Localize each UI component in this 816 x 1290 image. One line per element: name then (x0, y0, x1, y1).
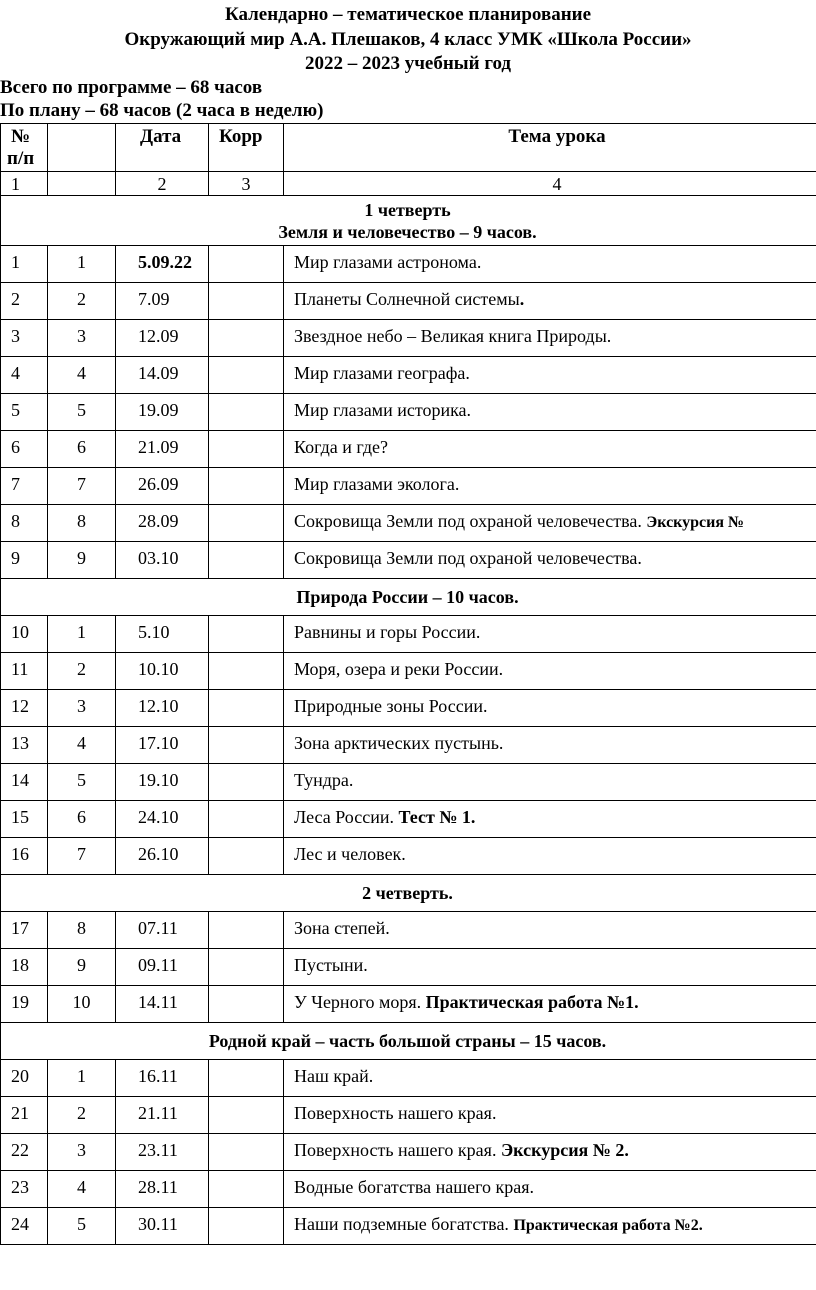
row-corr (209, 283, 284, 320)
section-row (1, 875, 816, 912)
row-topic (284, 468, 816, 505)
row-corr (209, 246, 284, 283)
row-topic (284, 542, 816, 579)
row-topic (284, 1097, 816, 1134)
row-topic (284, 320, 816, 357)
section-title: Земля и человечество – 9 часов. (278, 221, 537, 242)
row-topic (284, 431, 816, 468)
row-number: 7 (1, 468, 48, 505)
table-row (1, 690, 816, 727)
row-date: 21.11 (116, 1097, 209, 1134)
row-corr (209, 986, 284, 1023)
row-topic-text: Наш край. (294, 1066, 374, 1086)
row-corr (209, 727, 284, 764)
plan-hours: По плану – 68 часов (2 часа в неделю) (0, 100, 324, 121)
row-date: 5.09.22 (116, 246, 209, 283)
row-corr (209, 616, 284, 653)
row-number: 14 (1, 764, 48, 801)
row-topic (284, 838, 816, 875)
row-topic-text: Звездное небо – Великая книга Природы. (294, 326, 612, 346)
col-number-3: 3 (209, 172, 284, 196)
header-num (1, 124, 48, 172)
row-section-number: 3 (48, 1134, 116, 1171)
row-topic (284, 986, 816, 1023)
row-date: 26.10 (116, 838, 209, 875)
row-topic-text: Поверхность нашего края. (294, 1140, 501, 1160)
header-num-label: № (11, 126, 31, 147)
row-topic-text: Пустыни. (294, 955, 368, 975)
col-number-1: 1 (1, 172, 48, 196)
row-topic-bold: Экскурсия № (646, 514, 745, 531)
quarter-heading: 1 четверть (364, 199, 451, 220)
row-date: 12.09 (116, 320, 209, 357)
row-number: 24 (1, 1208, 48, 1245)
row-section-number: 2 (48, 283, 116, 320)
row-topic-text: У Черного моря. (294, 992, 426, 1012)
row-corr (209, 653, 284, 690)
section-heading (1, 196, 816, 246)
row-date: 09.11 (116, 949, 209, 986)
section-row (1, 1023, 816, 1060)
row-corr (209, 505, 284, 542)
table-row (1, 616, 816, 653)
row-section-number: 4 (48, 357, 116, 394)
row-number: 3 (1, 320, 48, 357)
table-row (1, 320, 816, 357)
row-topic (284, 616, 816, 653)
row-topic (284, 949, 816, 986)
table-row (1, 357, 816, 394)
table-row (1, 912, 816, 949)
row-corr (209, 949, 284, 986)
table-row (1, 801, 816, 838)
row-corr (209, 1097, 284, 1134)
row-number: 16 (1, 838, 48, 875)
row-topic (284, 394, 816, 431)
row-number: 11 (1, 653, 48, 690)
row-topic (284, 801, 816, 838)
row-number: 8 (1, 505, 48, 542)
row-topic-text: Сокровища Земли под охраной человечества. (294, 511, 647, 531)
row-section-number: 1 (48, 246, 116, 283)
col-number-4: 4 (284, 172, 816, 196)
row-topic (284, 1208, 816, 1245)
row-date: 10.10 (116, 653, 209, 690)
row-topic (284, 653, 816, 690)
table-row (1, 505, 816, 542)
row-number: 10 (1, 616, 48, 653)
row-corr (209, 468, 284, 505)
table-row (1, 468, 816, 505)
row-number: 13 (1, 727, 48, 764)
row-section-number: 4 (48, 727, 116, 764)
row-number: 5 (1, 394, 48, 431)
total-hours: Всего по программе – 68 часов (0, 77, 263, 98)
row-topic-bold: Практическая работа №1. (425, 992, 639, 1012)
row-corr (209, 801, 284, 838)
section-title: Родной край – часть большой страны – 15 часов. (1, 1023, 816, 1060)
row-topic-text: Мир глазами географа. (294, 363, 470, 383)
row-corr (209, 357, 284, 394)
row-topic (284, 764, 816, 801)
header-num-label-2: п/п (7, 148, 35, 169)
row-date: 28.09 (116, 505, 209, 542)
table-row (1, 1208, 816, 1245)
row-corr (209, 1134, 284, 1171)
row-section-number: 2 (48, 653, 116, 690)
row-section-number: 6 (48, 801, 116, 838)
row-section-number: 2 (48, 1097, 116, 1134)
row-date: 03.10 (116, 542, 209, 579)
header-topic: Тема урока (284, 124, 816, 172)
row-corr (209, 838, 284, 875)
section-row (1, 196, 816, 246)
row-section-number: 7 (48, 838, 116, 875)
row-topic-text: Сокровища Земли под охраной человечества. (294, 548, 642, 568)
row-date: 30.11 (116, 1208, 209, 1245)
row-corr (209, 431, 284, 468)
table-row (1, 1060, 816, 1097)
table-row (1, 1171, 816, 1208)
table-row (1, 1134, 816, 1171)
row-section-number: 10 (48, 986, 116, 1023)
row-number: 6 (1, 431, 48, 468)
table-row (1, 949, 816, 986)
doc-year: 2022 – 2023 учебный год (304, 53, 512, 74)
row-section-number: 9 (48, 542, 116, 579)
row-number: 20 (1, 1060, 48, 1097)
doc-title: Календарно – тематическое планирование (224, 4, 592, 25)
row-corr (209, 1171, 284, 1208)
row-section-number: 7 (48, 468, 116, 505)
doc-subject: Окружающий мир А.А. Плешаков, 4 класс УМК «Школа России» (124, 29, 692, 50)
row-topic-text: Равнины и горы России. (294, 622, 481, 642)
row-topic-text: Природные зоны России. (294, 696, 488, 716)
row-topic-text: Тундра. (294, 770, 354, 790)
section-row (1, 579, 816, 616)
row-corr (209, 764, 284, 801)
row-topic-bold: . (519, 289, 525, 309)
row-number: 21 (1, 1097, 48, 1134)
row-topic (284, 246, 816, 283)
row-number: 4 (1, 357, 48, 394)
row-number: 22 (1, 1134, 48, 1171)
row-topic-text: Водные богатства нашего края. (294, 1177, 535, 1197)
row-section-number: 1 (48, 1060, 116, 1097)
row-topic (284, 357, 816, 394)
row-date: 12.10 (116, 690, 209, 727)
row-section-number: 5 (48, 764, 116, 801)
row-topic-text: Зона арктических пустынь. (294, 733, 504, 753)
row-topic-text: Мир глазами астронома. (294, 252, 482, 272)
table-row (1, 653, 816, 690)
table-header-row (1, 124, 816, 172)
row-date: 21.09 (116, 431, 209, 468)
table-row (1, 394, 816, 431)
row-topic-bold: Экскурсия № 2. (500, 1140, 629, 1160)
row-section-number: 3 (48, 320, 116, 357)
row-date: 5.10 (116, 616, 209, 653)
row-topic (284, 505, 816, 542)
table-group-1 (1, 246, 816, 579)
table-row (1, 727, 816, 764)
row-topic (284, 1060, 816, 1097)
row-section-number: 8 (48, 505, 116, 542)
row-topic-bold: Практическая работа №2. (513, 1217, 703, 1234)
row-topic-text: Моря, озера и реки России. (294, 659, 504, 679)
row-date: 07.11 (116, 912, 209, 949)
row-date: 19.10 (116, 764, 209, 801)
row-topic-text: Поверхность нашего края. (294, 1103, 497, 1123)
row-topic-text: Планеты Солнечной системы (294, 289, 520, 309)
header-corr: Корр (209, 124, 284, 172)
row-date: 26.09 (116, 468, 209, 505)
row-number: 23 (1, 1171, 48, 1208)
table-group-3 (1, 912, 816, 1023)
col-number-2: 2 (116, 172, 209, 196)
header-date: Дата (116, 124, 209, 172)
row-topic (284, 1171, 816, 1208)
row-section-number: 4 (48, 1171, 116, 1208)
row-number: 19 (1, 986, 48, 1023)
table-row (1, 283, 816, 320)
row-date: 24.10 (116, 801, 209, 838)
column-number-row (1, 172, 816, 196)
row-topic-text: Лес и человек. (294, 844, 406, 864)
row-date: 7.09 (116, 283, 209, 320)
row-topic (284, 690, 816, 727)
table-row (1, 764, 816, 801)
row-topic-text: Наши подземные богатства. (294, 1214, 514, 1234)
quarter-heading: 2 четверть. (1, 875, 816, 912)
row-corr (209, 320, 284, 357)
section-title: Природа России – 10 часов. (1, 579, 816, 616)
row-section-number: 6 (48, 431, 116, 468)
row-corr (209, 394, 284, 431)
row-topic-text: Когда и где? (294, 437, 388, 457)
row-date: 28.11 (116, 1171, 209, 1208)
row-topic-text: Мир глазами эколога. (294, 474, 460, 494)
row-section-number: 5 (48, 1208, 116, 1245)
table-group-4 (1, 1060, 816, 1245)
row-corr (209, 912, 284, 949)
row-number: 2 (1, 283, 48, 320)
row-number: 12 (1, 690, 48, 727)
table-row (1, 431, 816, 468)
col-number-empty (48, 172, 116, 196)
row-section-number: 1 (48, 616, 116, 653)
row-number: 9 (1, 542, 48, 579)
row-number: 15 (1, 801, 48, 838)
table-group-2 (1, 616, 816, 875)
row-topic (284, 912, 816, 949)
row-date: 14.09 (116, 357, 209, 394)
row-date: 14.11 (116, 986, 209, 1023)
row-date: 17.10 (116, 727, 209, 764)
row-date: 19.09 (116, 394, 209, 431)
row-number: 1 (1, 246, 48, 283)
row-corr (209, 1208, 284, 1245)
lesson-table (0, 123, 816, 1245)
table-row (1, 986, 816, 1023)
table-row (1, 838, 816, 875)
table-row (1, 1097, 816, 1134)
row-topic-text: Мир глазами историка. (294, 400, 472, 420)
row-topic-text: Зона степей. (294, 918, 390, 938)
row-number: 18 (1, 949, 48, 986)
row-date: 23.11 (116, 1134, 209, 1171)
row-topic (284, 283, 816, 320)
table-row (1, 246, 816, 283)
row-topic-bold: Тест № 1. (398, 807, 476, 827)
row-section-number: 8 (48, 912, 116, 949)
table-row (1, 542, 816, 579)
row-corr (209, 690, 284, 727)
row-topic-text: Леса России. (294, 807, 399, 827)
row-number: 17 (1, 912, 48, 949)
row-section-number: 9 (48, 949, 116, 986)
row-section-number: 5 (48, 394, 116, 431)
row-date: 16.11 (116, 1060, 209, 1097)
row-corr (209, 1060, 284, 1097)
row-corr (209, 542, 284, 579)
row-section-number: 3 (48, 690, 116, 727)
row-topic (284, 1134, 816, 1171)
row-topic (284, 727, 816, 764)
header-empty (48, 124, 116, 172)
